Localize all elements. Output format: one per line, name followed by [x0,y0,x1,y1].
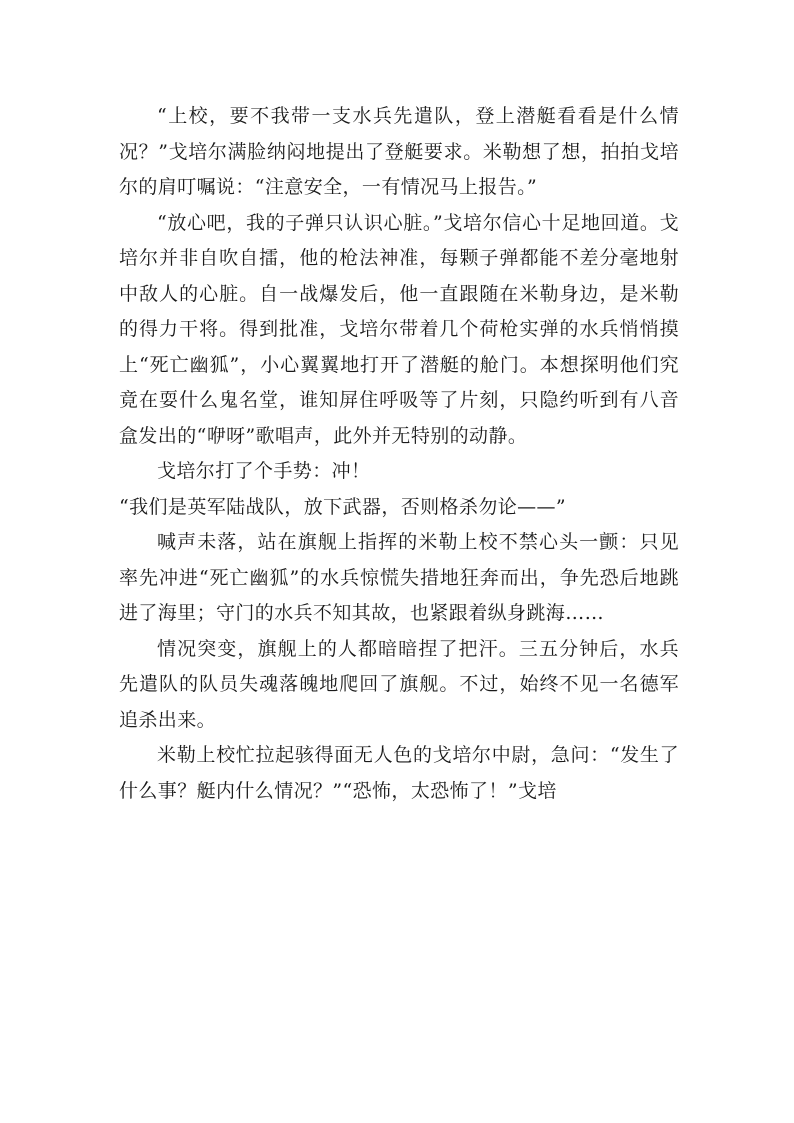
paragraph-7: 米勒上校忙拉起骇得面无人色的戈培尔中尉，急问：“发生了什么事？艇内什么情况？”“恐怖，太恐怖了！”戈培 [119,744,679,802]
paragraph-4: “我们是英军陆战队，放下武器，否则格杀勿论——” [119,495,567,518]
story-text [119,99,679,809]
paragraph-6: 情况突变，旗舰上的人都暗暗捏了把汗。三五分钟后，水兵先遣队的队员失魂落魄地爬回了旗舰。不过，始终不见一名德军追杀出来。 [119,637,679,731]
paragraph-2: “放心吧，我的子弹只认识心脏。”戈培尔信心十足地回道。戈培尔并非自吹自擂，他的枪法神准，每颗子弹都能不差分毫地射中敌人的心脏。自一战爆发后，他一直跟随在米勒身边，是米勒的得力干将。得到批准，戈培尔带着几个荷枪实弹的水兵悄悄摸上“死亡幽狐”，小心翼翼地打开了潜艇的舱门。本想探明他们究竟在耍什么鬼名堂，谁知屏住呼吸等了片刻，只隐约听到有八音盒发出的“咿呀”歌唱声，此外并无特别的动静。 [119,211,679,447]
paragraph-5: 喊声未落，站在旗舰上指挥的米勒上校不禁心头一颤：只见率先冲进“死亡幽狐”的水兵惊慌失措地狂奔而出，争先恐后地跳进了海里；守门的水兵不知其故，也紧跟着纵身跳海…… [119,531,679,624]
paragraph-3: 戈培尔打了个手势：冲！ [157,460,371,482]
paragraph-1: “上校，要不我带一支水兵先遣队，登上潜艇看看是什么情况？”戈培尔满脸纳闷地提出了登艇要求。米勒想了想，拍拍戈培尔的肩叮嘱说：“注意安全，一有情况马上报告。” [119,105,679,198]
